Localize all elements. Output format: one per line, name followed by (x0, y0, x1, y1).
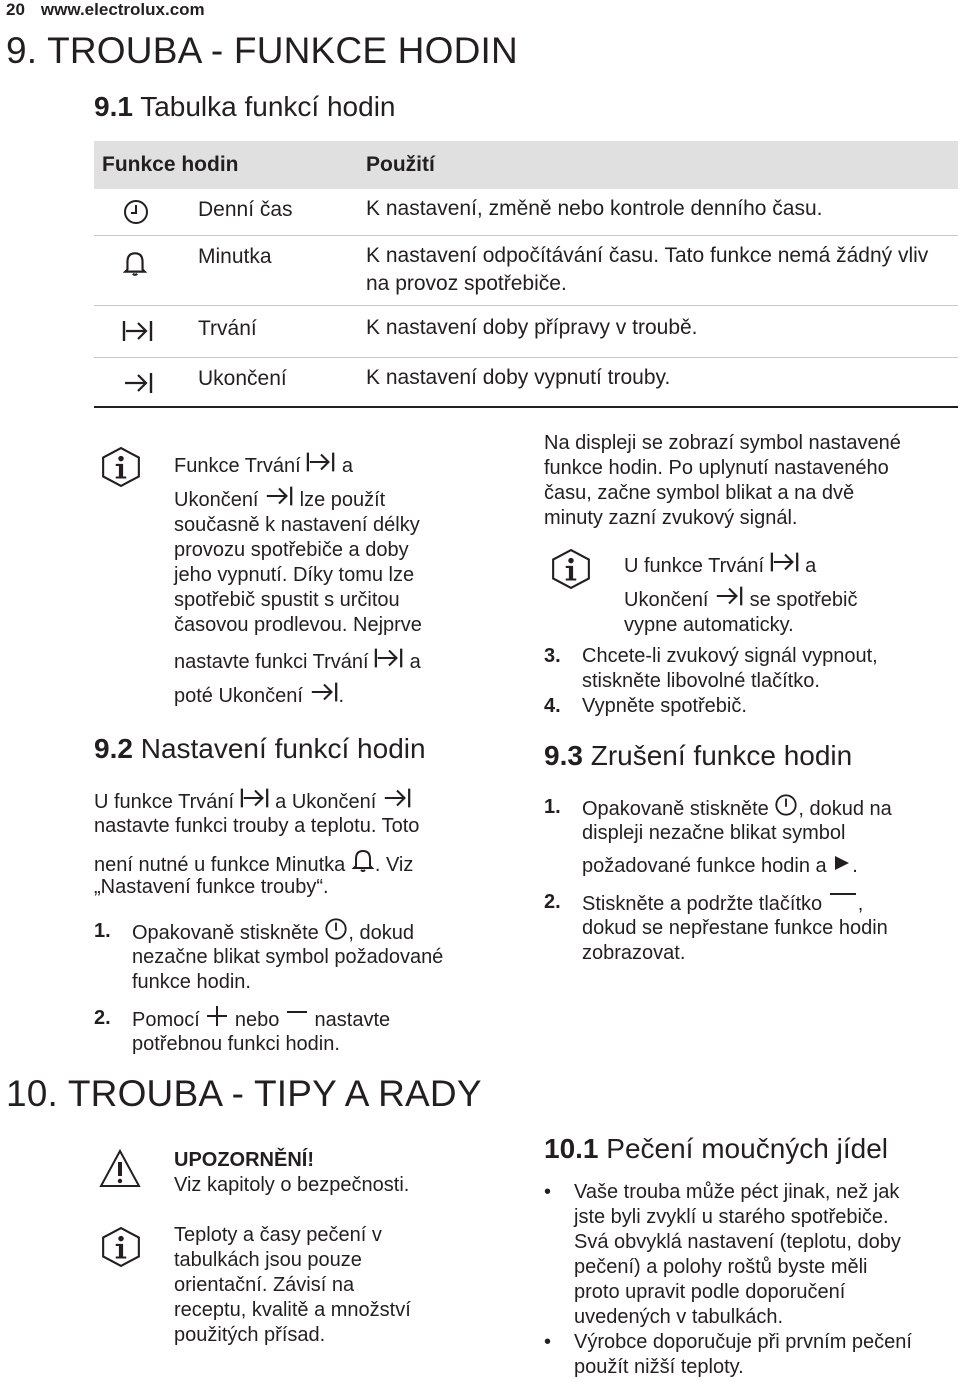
website-url: www.electrolux.com (40, 0, 205, 19)
table-header-function: Funkce hodin (102, 153, 239, 176)
minus-icon (828, 888, 858, 912)
subsection-title: 9.2 Nastavení funkcí hodin (94, 733, 426, 764)
warning-note (174, 1148, 409, 1198)
table-bottom-rule (94, 406, 958, 408)
end-time-icon (382, 786, 412, 810)
warning-title: UPOZORNĚNÍ! (174, 1149, 314, 1171)
warning-icon (98, 1148, 142, 1190)
plus-icon (205, 1004, 229, 1028)
table-row (94, 305, 958, 358)
subsection-title: 9.1 Tabulka funkcí hodin (94, 91, 396, 122)
end-time-icon (264, 484, 294, 508)
bell-icon (122, 249, 148, 277)
info-icon (100, 446, 142, 488)
table-row (94, 189, 958, 236)
function-name: Trvání (198, 317, 257, 340)
function-usage: K nastavení doby vypnutí trouby. (366, 366, 671, 389)
end-time-icon (122, 371, 154, 395)
list-item: 2. Stiskněte a podržte tlačítko , dokud se nepřestane funkce hodin zobrazovat. (544, 888, 958, 966)
list-item: 1. Opakovaně stiskněte , dokud nezačne blikat symbol požadované funkce hodin. (94, 917, 514, 995)
function-usage: K nastavení odpočítávání času. Tato funkce nemá žádný vliv na provoz spotřebiče. (366, 244, 929, 295)
duration-icon (770, 550, 800, 574)
step-list-cancel (544, 793, 958, 966)
step-list-right (544, 644, 954, 719)
function-name: Minutka (198, 245, 272, 268)
subsection-title: 10.1 Pečení moučných jídel (544, 1133, 888, 1164)
play-arrow-icon (832, 854, 852, 874)
paragraph-display-symbol: Na displeji se zobrazí symbol nastavené funkce hodin. Po uplynutí nastaveného času, začne symbol blikat a na dvě minuty zazní zvukový signál. (544, 432, 901, 529)
info-note-combined-functions: Funkce Trvání a Ukončení lze použít současně k nastavení délky provozu spotřebiče a doby jeho vypnutí. Díky tomu lze spotřebič spustit s určitou časovou prodlevou. Nejprve nastavte funkci Trvání a poté Ukončení . (174, 450, 422, 709)
info-note-auto-off: U funkce Trvání a Ukončení se spotřebič vypne automaticky. (624, 550, 857, 638)
page-number: 20 (6, 0, 25, 19)
bullet-list-baking (544, 1180, 958, 1380)
clock-icon (122, 198, 150, 226)
table-row (94, 235, 958, 306)
warning-text: Viz kapitoly o bezpečnosti. (174, 1174, 410, 1196)
list-item: 1. Opakovaně stiskněte , dokud na displeji nezačne blikat symbol požadované funkce hodin a . (544, 793, 958, 882)
duration-icon (374, 646, 404, 670)
end-time-icon (714, 584, 744, 608)
section-title: 10. TROUBA - TIPY A RADY (6, 1073, 482, 1114)
duration-icon (306, 450, 336, 474)
info-icon (100, 1226, 142, 1268)
table-row (94, 357, 958, 405)
function-usage: K nastavení doby přípravy v troubě. (366, 316, 698, 339)
info-note-temperatures: Teploty a časy pečení v tabulkách jsou pouze orientační. Závisí na receptu, kvalitě a množství použitých přísad. (174, 1224, 411, 1346)
clock-button-icon (324, 917, 348, 941)
list-item: 4. Vypněte spotřebič. (544, 695, 747, 717)
duration-icon (122, 319, 154, 343)
duration-icon (240, 786, 270, 810)
paragraph-set-functions: U funkce Trvání a Ukončení nastavte funkci trouby a teplotu. Toto není nutné u funkce Minutka . Viz „Nastavení funkce trouby“. (94, 786, 419, 900)
list-item: 3. Chcete-li zvukový signál vypnout, stiskněte libovolné tlačítko. (544, 645, 878, 692)
minus-icon (285, 1004, 309, 1028)
bell-icon (351, 847, 375, 873)
function-name: Ukončení (198, 367, 287, 390)
function-usage: K nastavení, změně nebo kontrole denního času. (366, 197, 823, 220)
subsection-title: 9.3 Zrušení funkce hodin (544, 740, 853, 771)
function-name: Denní čas (198, 198, 293, 221)
table-header-usage: Použití (366, 153, 435, 176)
list-item: 2. Pomocí nebo nastavte potřebnou funkci hodin. (94, 1004, 514, 1057)
list-item: • Výrobce doporučuje při prvním pečení použít nižší teploty. (544, 1331, 912, 1378)
step-list-left (94, 917, 514, 1057)
page-header (6, 0, 221, 20)
clock-button-icon (774, 793, 798, 817)
info-icon (550, 548, 592, 590)
section-title: 9. TROUBA - FUNKCE HODIN (6, 30, 518, 71)
table-header (94, 141, 958, 189)
list-item: • Vaše trouba může péct jinak, než jak jste byli zvyklí u starého spotřebiče. Svá obvyklá nastavení (teplotu, doby pečení) a polohy roštů byste měli proto upravit podle doporučení uvedených v tabulkách. (544, 1181, 901, 1328)
end-time-icon (309, 680, 339, 704)
